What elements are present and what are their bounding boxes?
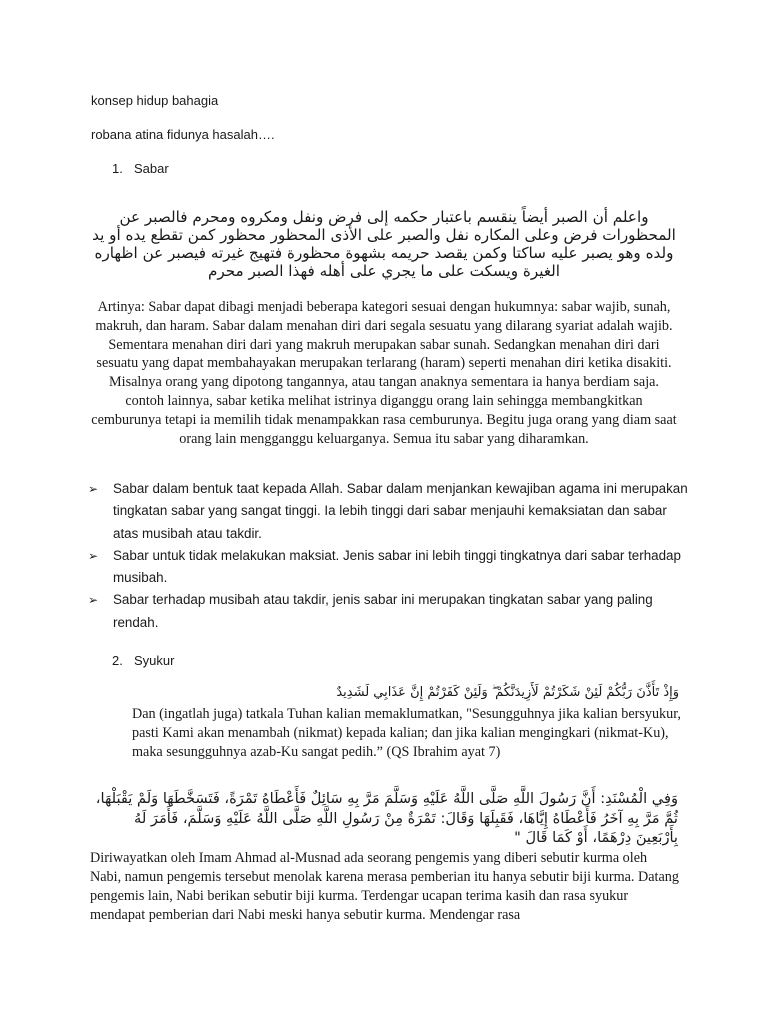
list-item-text: Sabar terhadap musibah atau takdir, jenis sabar ini merupakan tingkatan sabar yang paling rendah. — [113, 592, 653, 630]
section-title: Sabar — [134, 161, 169, 176]
section-number: 2. — [112, 653, 123, 668]
list-item — [88, 545, 688, 590]
list-item-text: Sabar untuk tidak melakukan maksiat. Jenis sabar ini lebih tinggi tingkatnya dari sabar terhadap musibah. — [113, 547, 681, 586]
section-number: 1. — [112, 161, 123, 176]
hadith-arabic-text: وَفِي الْمُسْنَدِ: أَنَّ رَسُولَ اللَّهِ صَلَّى اللَّهُ عَلَيْهِ وَسَلَّمَ مَرَّ بِهِ سَائِلٌ فَأَعْطَاهُ تَمْرَةً، فَتَسَخَّطَهَا وَلَمْ يَقْبَلْهَا، ثُمَّ مَرَّ بِهِ آخَرُ فَأَعْطَاهُ إِيَّاهَا، فَقَبِلَهَا وَقَالَ: تَمْرَةٌ مِنْ رَسُولِ اللَّهِ صَلَّى اللَّهُ عَلَيْهِ وَسَلَّمَ، فَأَمَرَ لَهُ بِأَرْبَعِينَ دِرْهَمًا، أَوْ كَمَا قَالَ " — [95, 790, 678, 846]
section-title: Syukur — [134, 653, 175, 668]
sabar-translation-paragraph: Artinya: Sabar dapat dibagi menjadi beberapa kategori sesuai dengan hukumnya: sabar wajib, sunah, makruh, dan haram. Sabar dalam menahan diri dari segala sesuatu yang dilarang syariat adalah wajib. Sementara menahan diri dari yang makruh merupakan sabar sunah. Sedangkan menahan diri dari sesuatu yang dapat membahayakan merupakan terlarang (haram) seperti menahan diri ketika disakiti. Misalnya orang yang dipotong tangannya, atau tangan anaknya sementara ia hanya berdiam saja. contoh lainnya, sabar ketika melihat istrinya diganggu orang lain sehingga membangkitkan cemburunya tetapi ia memilih tidak menampakkan rasa cemburunya. Begitu juga orang yang diam saat orang lain mengganggu keluarganya. Semua itu sabar yang diharamkan. — [91, 299, 677, 447]
sabar-arabic-text: واعلم أن الصبر أيضاً ينقسم باعتبار حكمه إلى فرض ونفل ومكروه ومحرم فالصبر عن المحظورات فرض وعلى المكاره نفل والصبر على الأذى المحظور محظور كمن تقطع يده أو يد ولده وهو يصبر عليه ساكتا وكمن يقصد حريمه بشهوة محظورة فتهيج غيرته فيصبر عن اظهاره الغيرة ويسكت على ما يجري على أهله فهذا الصبر محرم — [92, 208, 676, 280]
syukur-quran-verse: وَإِذْ تَأَذَّنَ رَبُّكُمْ لَئِنْ شَكَرْتُمْ لَأَزِيدَنَّكُمْ ۖ وَلَئِنْ كَفَرْتُمْ إِنَّ عَذَابِي لَشَدِيدٌ — [336, 685, 679, 700]
syukur-translation-paragraph: Dan (ingatlah juga) tatkala Tuhan kalian memaklumatkan, "Sesungguhnya jika kalian bersyukur, pasti Kami akan menambah (nikmat) kepada kalian; dan jika kalian mengingkari (nikmat-Ku), maka sesungguhnya azab-Ku sangat pedih.” (QS Ibrahim ayat 7) — [132, 706, 681, 760]
arrow-bullet-icon: ➢ — [88, 548, 99, 563]
sabar-bullet-list — [88, 478, 688, 634]
section-heading-syukur — [112, 653, 174, 668]
document-title: konsep hidup bahagia — [91, 93, 219, 108]
list-item-text: Sabar dalam bentuk taat kepada Allah. Sabar dalam menjankan kewajiban agama ini merupakan tingkatan sabar yang sangat tinggi. Ia lebih tinggi dari sabar menjauhi kemaksiatan dan sabar atas musibah atau takdir. — [113, 481, 688, 541]
section-heading-sabar — [112, 161, 169, 176]
hadith-translation-paragraph: Diriwayatkan oleh Imam Ahmad al-Musnad ada seorang pengemis yang diberi sebutir kurma oleh Nabi, namun pengemis tersebut menolak karena merasa pemberian itu hanya sebutir biji kurma. Datang pengemis lain, Nabi berikan sebutir biji kurma. Terdengar ucapan terima kasih dan rasa syukur mendapat pemberian dari Nabi meski hanya sebutir kurma. Mendengar rasa — [90, 850, 679, 923]
arrow-bullet-icon: ➢ — [88, 593, 99, 608]
list-item — [88, 589, 688, 634]
list-item — [88, 478, 688, 545]
arrow-bullet-icon: ➢ — [88, 482, 99, 496]
document-subtitle: robana atina fidunya hasalah…. — [91, 127, 275, 142]
